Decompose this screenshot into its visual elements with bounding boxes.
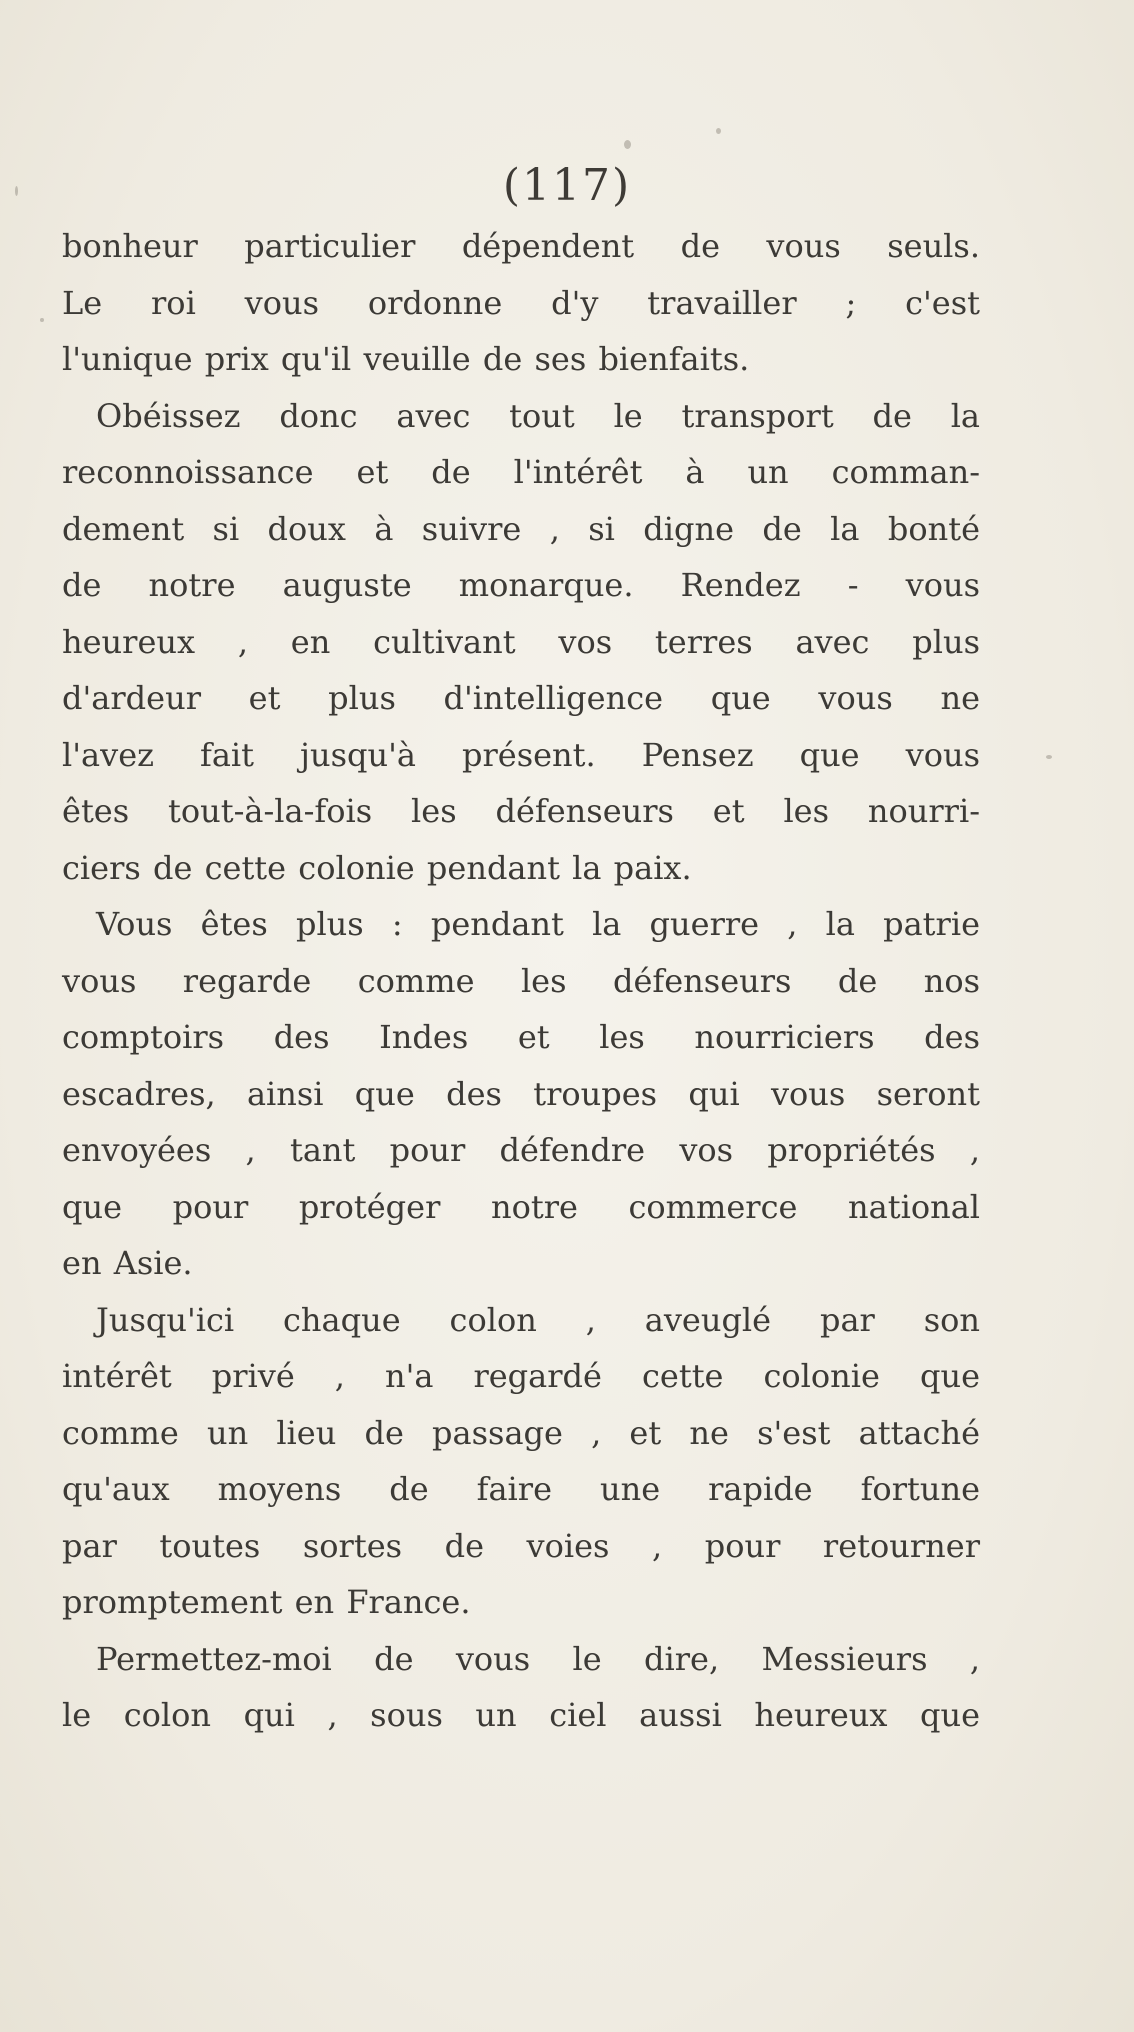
text-line: d'ardeur et plus d'intelligence que vous ne — [62, 679, 980, 717]
text-line: l'avez fait jusqu'à présent. Pensez que vous — [62, 735, 980, 774]
text-line: Permettez-moi de vous le dire, Messieurs , — [96, 1639, 980, 1678]
text-line: l'unique prix qu'il veuille de ses bienfaits. — [62, 340, 750, 378]
text-line: reconnoissance et de l'intérêt à un comman- — [62, 453, 980, 491]
text-line: bonheur particulier dépendent de vous seuls. — [62, 227, 980, 265]
text-line: Le roi vous ordonne d'y travailler ; c'est — [62, 283, 980, 322]
text-line: Obéissez donc avec tout le transport de la — [96, 396, 980, 435]
text-line: qu'aux moyens de faire une rapide fortune — [62, 1470, 980, 1508]
text-line: par toutes sortes de voies , pour retourner — [62, 1526, 980, 1565]
text-line: que pour protéger notre commerce national — [62, 1187, 980, 1226]
text-line: heureux , en cultivant vos terres avec plus — [62, 622, 980, 661]
text-line: escadres, ainsi que des troupes qui vous seront — [62, 1074, 980, 1113]
text-line: comptoirs des Indes et les nourriciers des — [62, 1018, 980, 1056]
page-number: (117) — [502, 160, 632, 211]
text-line: ciers de cette colonie pendant la paix. — [62, 848, 692, 887]
text-line: en Asie. — [62, 1244, 193, 1282]
ink-speck — [1046, 755, 1052, 759]
ink-speck — [40, 318, 44, 322]
text-line: êtes tout-à-la-fois les défenseurs et les nourri- — [62, 792, 980, 830]
text-line: de notre auguste monarque. Rendez - vous — [62, 566, 980, 604]
text-line: dement si doux à suivre , si digne de la bonté — [62, 509, 980, 548]
body-text — [62, 218, 980, 1744]
text-line: comme un lieu de passage , et ne s'est attaché — [62, 1413, 980, 1452]
text-line: intérêt privé , n'a regardé cette colonie que — [62, 1357, 980, 1395]
text-line: le colon qui , sous un ciel aussi heureux que — [62, 1696, 980, 1734]
ink-speck — [716, 128, 721, 134]
text-line: vous regarde comme les défenseurs de nos — [62, 961, 980, 1000]
ink-speck — [624, 140, 631, 149]
ink-speck — [15, 186, 18, 196]
text-line: envoyées , tant pour défendre vos propriétés , — [62, 1131, 980, 1169]
text-line: promptement en France. — [62, 1583, 471, 1621]
text-line: Vous êtes plus : pendant la guerre , la patrie — [96, 905, 980, 943]
text-line: Jusqu'ici chaque colon , aveuglé par son — [96, 1300, 980, 1339]
